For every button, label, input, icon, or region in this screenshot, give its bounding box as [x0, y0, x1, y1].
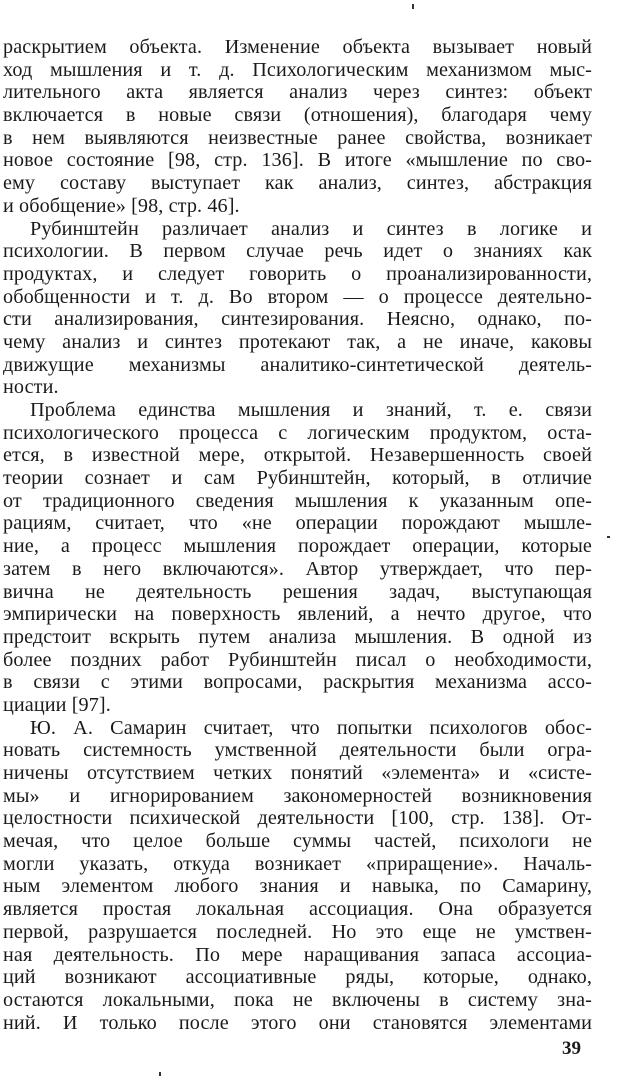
text-line: раскрытием объекта. Изменение объекта вызывает новый: [3, 36, 592, 58]
text-line: рациям, считает, что «не операции порождают мышле-: [3, 512, 592, 535]
text-line: затем в него включаются». Автор утверждает, что пер-: [3, 557, 592, 580]
page-number: 39: [562, 1038, 581, 1059]
paragraph-3: [0, 399, 592, 717]
text-line: обобщенности и т. д. Во втором — о процессе деятельно-: [3, 285, 592, 308]
text-line: психологии. В первом случае речь идет о знаниях как: [3, 240, 592, 263]
paragraph-4: [0, 717, 592, 1035]
text-line: новое состояние [98, стр. 136]. В итоге «мышление по сво-: [3, 149, 592, 172]
text-line: ничены отсутствием четких понятий «элемента» и «систе-: [3, 762, 592, 784]
text-line: ний. И только после этого они становятся элементами: [3, 1011, 592, 1034]
text-line: ным элементом любого знания и навыка, по Самарину,: [3, 875, 592, 898]
text-line: ему составу выступает как анализ, синтез, абстракция: [3, 172, 592, 195]
scan-speck: [159, 1072, 161, 1076]
text-line: движущие механизмы аналитико-синтетической деятель-: [3, 353, 592, 376]
text-line: лительного акта является анализ через синтез: объект: [3, 81, 592, 104]
text-line: остаются локальными, пока не включены в систему зна-: [3, 988, 592, 1011]
page-body: [0, 36, 592, 1034]
text-line: ная деятельность. По мере наращивания запаса ассоциа-: [3, 943, 592, 966]
paragraph-1: [0, 36, 592, 218]
text-line: и обобщение» [98, стр. 46].: [3, 194, 240, 217]
text-line: мечая, что целое больше суммы частей, психологи не: [3, 830, 592, 853]
text-line: чему анализ и синтез протекают так, а не иначе, каковы: [3, 330, 592, 353]
text-line: теории сознает и сам Рубинштейн, который, в отличие: [3, 467, 592, 490]
text-line: Рубинштейн различает анализ и синтез в логике и: [30, 217, 592, 240]
text-line: ход мышления и т. д. Психологическим механизмом мыс-: [3, 58, 592, 81]
text-line: психологического процесса с логическим продуктом, оста-: [3, 421, 592, 444]
text-line: целостности психической деятельности [100, стр. 138]. От-: [3, 807, 592, 830]
scan-speck: [607, 536, 610, 538]
text-line: первой, разрушается последней. Но это еще не умствен-: [3, 920, 592, 943]
text-line: ние, а процесс мышления порождает операции, которые: [3, 535, 592, 558]
text-line: ций возникают ассоциативные ряды, которые, однако,: [3, 966, 592, 989]
text-line: от традиционного сведения мышления к указанным опе-: [3, 489, 592, 512]
text-line: в нем выявляются неизвестные ранее свойства, возникает: [3, 126, 592, 149]
text-line: новать системность умственной деятельности были огра-: [3, 739, 592, 762]
text-line: вична не деятельность решения задач, выступающая: [3, 580, 592, 603]
text-line: предстоит вскрыть путем анализа мышления. В одной из: [3, 625, 592, 648]
text-line: могли указать, откуда возникает «приращение». Началь-: [3, 852, 592, 875]
text-line: продуктах, и следует говорить о проанализированности,: [3, 262, 592, 285]
text-line: включается в новые связи (отношения), благодаря чему: [3, 104, 592, 127]
text-line: циации [97].: [3, 693, 111, 716]
text-line: в связи с этими вопросами, раскрытия механизма ассо-: [3, 671, 592, 694]
text-line: более поздних работ Рубинштейн писал о необходимости,: [3, 648, 592, 671]
text-line: ется, в известной мере, открытой. Незавершенность своей: [3, 444, 592, 467]
text-line: сти анализирования, синтезирования. Неясно, однако, по-: [3, 308, 592, 331]
text-line: является простая локальная ассоциация. Она образуется: [3, 898, 592, 921]
scan-speck: [412, 4, 414, 9]
text-line: мы» и игнорированием закономерностей возникновения: [3, 784, 592, 807]
text-line: ности.: [3, 376, 59, 399]
text-line: Проблема единства мышления и знаний, т. е. связи: [30, 399, 592, 421]
paragraph-2: [0, 218, 592, 400]
text-line: эмпирически на поверхность явлений, а нечто другое, что: [3, 603, 592, 626]
text-line: Ю. А. Самарин считает, что попытки психологов обос-: [30, 716, 592, 739]
